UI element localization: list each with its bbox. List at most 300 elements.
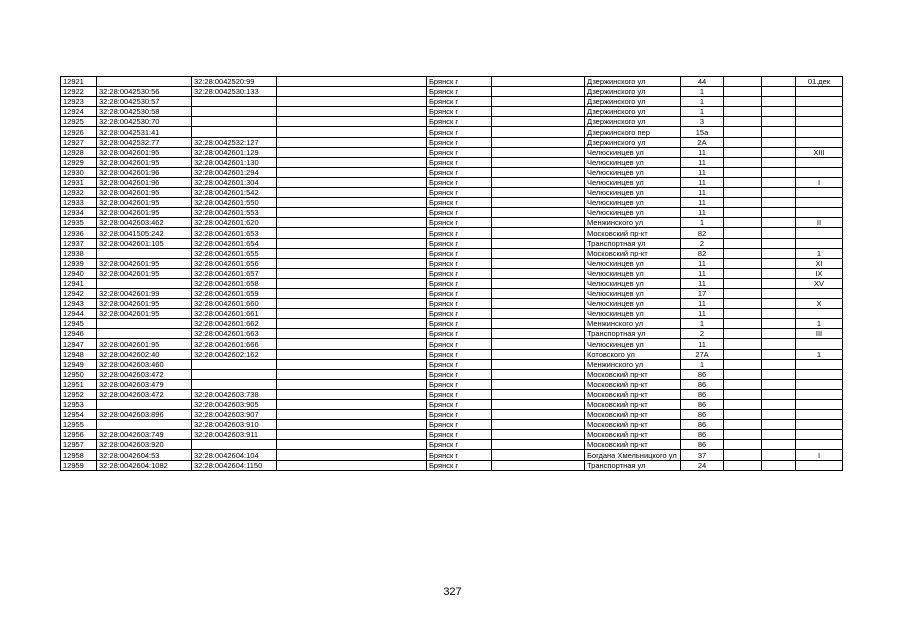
cell-blank-col-4 — [762, 258, 796, 268]
cell-blank-col-4 — [762, 228, 796, 238]
table-row — [61, 319, 843, 329]
cell-record-number: 12953 — [61, 400, 97, 410]
cell-blank-col — [277, 369, 427, 379]
cell-cadastral-number-2: 32:28:0042601:653 — [192, 228, 277, 238]
cell-house-number: 1 — [681, 107, 724, 117]
cell-blank-col-2 — [492, 157, 585, 167]
cell-record-number: 12946 — [61, 329, 97, 339]
cell-record-number: 12936 — [61, 228, 97, 238]
cell-cadastral-number: 32:28:0042601:95 — [97, 258, 192, 268]
cell-city: Брянск г — [427, 420, 492, 430]
cell-record-number: 12930 — [61, 167, 97, 177]
table-row — [61, 198, 843, 208]
cell-street: Московский пр-кт — [585, 389, 681, 399]
cell-street: Дзержинского ул — [585, 107, 681, 117]
cell-cadastral-number-2: 32:28:0042601:657 — [192, 268, 277, 278]
cell-extra-value — [796, 309, 843, 319]
cell-blank-col-4 — [762, 97, 796, 107]
cell-extra-value: II — [796, 218, 843, 228]
cell-blank-col-2 — [492, 460, 585, 470]
cell-blank-col — [277, 188, 427, 198]
table-row — [61, 288, 843, 298]
cell-extra-value — [796, 167, 843, 177]
cell-blank-col-4 — [762, 288, 796, 298]
cell-house-number: 2 — [681, 238, 724, 248]
cell-cadastral-number — [97, 400, 192, 410]
cell-extra-value — [796, 107, 843, 117]
cell-street: Московский пр-кт — [585, 410, 681, 420]
cell-extra-value: IX — [796, 268, 843, 278]
cell-street: Челюскинцев ул — [585, 208, 681, 218]
cell-record-number: 12923 — [61, 97, 97, 107]
cell-blank-col-3 — [724, 177, 762, 187]
cell-blank-col-2 — [492, 147, 585, 157]
cell-street: Челюскинцев ул — [585, 278, 681, 288]
cell-extra-value — [796, 188, 843, 198]
cell-blank-col — [277, 460, 427, 470]
cell-blank-col-3 — [724, 218, 762, 228]
cell-blank-col-2 — [492, 309, 585, 319]
cell-blank-col — [277, 299, 427, 309]
table-row — [61, 440, 843, 450]
table-row — [61, 460, 843, 470]
cell-record-number: 12956 — [61, 430, 97, 440]
cell-city: Брянск г — [427, 167, 492, 177]
table-row — [61, 208, 843, 218]
cell-record-number: 12934 — [61, 208, 97, 218]
cell-blank-col-4 — [762, 319, 796, 329]
cell-blank-col-2 — [492, 288, 585, 298]
cell-extra-value — [796, 238, 843, 248]
cell-cadastral-number-2: 32:28:0042604:104 — [192, 450, 277, 460]
cell-record-number: 12929 — [61, 157, 97, 167]
cell-blank-col — [277, 319, 427, 329]
cell-cadastral-number-2 — [192, 359, 277, 369]
cell-house-number: 86 — [681, 379, 724, 389]
cell-record-number: 12935 — [61, 218, 97, 228]
cell-street: Котовского ул — [585, 349, 681, 359]
cell-record-number: 12958 — [61, 450, 97, 460]
cell-extra-value: 1 — [796, 319, 843, 329]
cell-extra-value: 1 — [796, 349, 843, 359]
cell-record-number: 12944 — [61, 309, 97, 319]
cell-blank-col-2 — [492, 228, 585, 238]
cell-extra-value: III — [796, 329, 843, 339]
cell-blank-col-3 — [724, 460, 762, 470]
table-row — [61, 389, 843, 399]
cell-blank-col — [277, 440, 427, 450]
cell-extra-value: I — [796, 450, 843, 460]
cell-blank-col-4 — [762, 329, 796, 339]
cell-street: Транспортная ул — [585, 238, 681, 248]
cell-extra-value — [796, 87, 843, 97]
cell-street: Челюскинцев ул — [585, 339, 681, 349]
cell-street: Богдана Хмельницкого ул — [585, 450, 681, 460]
cell-blank-col-4 — [762, 278, 796, 288]
cell-extra-value — [796, 410, 843, 420]
cell-blank-col-3 — [724, 359, 762, 369]
cell-blank-col-3 — [724, 450, 762, 460]
cell-house-number: 86 — [681, 420, 724, 430]
cell-cadastral-number: 32:28:0042603:749 — [97, 430, 192, 440]
cell-street: Челюскинцев ул — [585, 288, 681, 298]
cell-blank-col-4 — [762, 188, 796, 198]
cell-cadastral-number-2: 32:28:0042601:553 — [192, 208, 277, 218]
cell-blank-col-2 — [492, 248, 585, 258]
cell-cadastral-number-2: 32:28:0042601:304 — [192, 177, 277, 187]
table-row — [61, 420, 843, 430]
cell-city: Брянск г — [427, 177, 492, 187]
cell-blank-col — [277, 77, 427, 87]
cell-house-number: 11 — [681, 299, 724, 309]
cell-blank-col-3 — [724, 400, 762, 410]
cell-blank-col — [277, 410, 427, 420]
cell-cadastral-number-2 — [192, 369, 277, 379]
cell-blank-col-4 — [762, 117, 796, 127]
cell-street: Московский пр-кт — [585, 400, 681, 410]
cell-record-number: 12959 — [61, 460, 97, 470]
cell-blank-col — [277, 127, 427, 137]
cell-house-number: 11 — [681, 177, 724, 187]
cell-blank-col-2 — [492, 258, 585, 268]
cell-cadastral-number — [97, 77, 192, 87]
cell-street: Челюскинцев ул — [585, 167, 681, 177]
cell-blank-col-4 — [762, 410, 796, 420]
cell-house-number: 1 — [681, 97, 724, 107]
cell-cadastral-number: 32:28:0042601:95 — [97, 299, 192, 309]
cell-cadastral-number — [97, 248, 192, 258]
table-row — [61, 369, 843, 379]
cell-city: Брянск г — [427, 400, 492, 410]
cell-city: Брянск г — [427, 188, 492, 198]
cell-blank-col-3 — [724, 278, 762, 288]
cell-extra-value — [796, 389, 843, 399]
cell-blank-col-2 — [492, 410, 585, 420]
cell-city: Брянск г — [427, 430, 492, 440]
cell-blank-col-4 — [762, 379, 796, 389]
cell-house-number: 11 — [681, 258, 724, 268]
cell-house-number: 82 — [681, 248, 724, 258]
cell-blank-col — [277, 147, 427, 157]
cell-record-number: 12921 — [61, 77, 97, 87]
cell-blank-col-3 — [724, 137, 762, 147]
cell-blank-col — [277, 137, 427, 147]
cell-house-number: 11 — [681, 198, 724, 208]
cell-extra-value — [796, 379, 843, 389]
cell-cadastral-number: 32:28:0042604:53 — [97, 450, 192, 460]
cell-cadastral-number-2 — [192, 117, 277, 127]
cell-city: Брянск г — [427, 137, 492, 147]
cell-blank-col-2 — [492, 319, 585, 329]
cell-city: Брянск г — [427, 248, 492, 258]
cell-city: Брянск г — [427, 147, 492, 157]
cell-cadastral-number: 32:28:0042601:95 — [97, 339, 192, 349]
cell-blank-col-3 — [724, 299, 762, 309]
cell-house-number: 86 — [681, 369, 724, 379]
cell-house-number: 27А — [681, 349, 724, 359]
cell-blank-col-2 — [492, 218, 585, 228]
cell-blank-col-4 — [762, 238, 796, 248]
cell-blank-col — [277, 379, 427, 389]
cell-blank-col-4 — [762, 167, 796, 177]
cell-cadastral-number-2: 32:28:0042601:660 — [192, 299, 277, 309]
cell-blank-col-2 — [492, 430, 585, 440]
cell-cadastral-number-2: 32:28:0042601:294 — [192, 167, 277, 177]
cell-cadastral-number-2: 32:28:0042601:658 — [192, 278, 277, 288]
cell-blank-col — [277, 238, 427, 248]
cell-blank-col-4 — [762, 359, 796, 369]
cell-blank-col-4 — [762, 299, 796, 309]
cell-city: Брянск г — [427, 379, 492, 389]
cell-extra-value: XI — [796, 258, 843, 268]
table-row — [61, 107, 843, 117]
cell-blank-col — [277, 107, 427, 117]
cell-street: Дзержинского пер — [585, 127, 681, 137]
table-row — [61, 349, 843, 359]
table-row — [61, 248, 843, 258]
cell-city: Брянск г — [427, 107, 492, 117]
cell-blank-col — [277, 278, 427, 288]
cell-blank-col-4 — [762, 420, 796, 430]
cell-city: Брянск г — [427, 339, 492, 349]
cell-extra-value — [796, 420, 843, 430]
cell-street: Челюскинцев ул — [585, 177, 681, 187]
cell-blank-col-2 — [492, 440, 585, 450]
cell-cadastral-number-2 — [192, 97, 277, 107]
cell-blank-col-4 — [762, 268, 796, 278]
cell-house-number: 11 — [681, 147, 724, 157]
cell-blank-col-2 — [492, 339, 585, 349]
cell-cadastral-number — [97, 319, 192, 329]
cell-cadastral-number: 32:28:0042601:95 — [97, 198, 192, 208]
cell-record-number: 12939 — [61, 258, 97, 268]
cell-blank-col — [277, 198, 427, 208]
cell-blank-col-2 — [492, 369, 585, 379]
cell-blank-col-2 — [492, 137, 585, 147]
cell-blank-col-3 — [724, 349, 762, 359]
cell-cadastral-number-2 — [192, 379, 277, 389]
cell-extra-value: XV — [796, 278, 843, 288]
cell-record-number: 12947 — [61, 339, 97, 349]
cell-blank-col-2 — [492, 177, 585, 187]
table-row — [61, 238, 843, 248]
cell-city: Брянск г — [427, 238, 492, 248]
cell-blank-col-4 — [762, 208, 796, 218]
cell-city: Брянск г — [427, 127, 492, 137]
cell-blank-col — [277, 339, 427, 349]
cell-blank-col-4 — [762, 248, 796, 258]
cell-extra-value: I — [796, 177, 843, 187]
cell-extra-value — [796, 440, 843, 450]
cell-city: Брянск г — [427, 87, 492, 97]
cell-extra-value — [796, 359, 843, 369]
cell-blank-col — [277, 248, 427, 258]
cell-house-number: 17 — [681, 288, 724, 298]
cell-city: Брянск г — [427, 389, 492, 399]
cell-record-number: 12954 — [61, 410, 97, 420]
cell-street: Транспортная ул — [585, 460, 681, 470]
cell-extra-value: XIII — [796, 147, 843, 157]
cell-cadastral-number-2: 32:28:0042601:130 — [192, 157, 277, 167]
cell-record-number: 12925 — [61, 117, 97, 127]
cell-blank-col — [277, 218, 427, 228]
cell-cadastral-number: 32:28:0042604:1082 — [97, 460, 192, 470]
table-row — [61, 167, 843, 177]
table-row — [61, 329, 843, 339]
cell-street: Челюскинцев ул — [585, 299, 681, 309]
cell-blank-col-3 — [724, 157, 762, 167]
cell-blank-col-3 — [724, 389, 762, 399]
cell-blank-col-4 — [762, 460, 796, 470]
cell-record-number: 12926 — [61, 127, 97, 137]
cell-street: Дзержинского ул — [585, 137, 681, 147]
cell-street: Московский пр-кт — [585, 440, 681, 450]
cell-record-number: 12949 — [61, 359, 97, 369]
cell-cadastral-number: 32:28:0042603:472 — [97, 369, 192, 379]
cell-blank-col-4 — [762, 157, 796, 167]
cell-record-number: 12945 — [61, 319, 97, 329]
cell-blank-col — [277, 228, 427, 238]
cell-record-number: 12948 — [61, 349, 97, 359]
cell-cadastral-number-2: 32:28:0042601:655 — [192, 248, 277, 258]
cell-blank-col-3 — [724, 410, 762, 420]
cell-house-number: 86 — [681, 410, 724, 420]
cell-record-number: 12933 — [61, 198, 97, 208]
cell-cadastral-number — [97, 420, 192, 430]
cell-record-number: 12928 — [61, 147, 97, 157]
cell-cadastral-number: 32:28:0042601:95 — [97, 268, 192, 278]
cell-cadastral-number-2: 32:28:0042601:663 — [192, 329, 277, 339]
table-row — [61, 339, 843, 349]
cell-street: Дзержинского ул — [585, 117, 681, 127]
cell-city: Брянск г — [427, 440, 492, 450]
cell-extra-value — [796, 288, 843, 298]
cell-blank-col-4 — [762, 369, 796, 379]
cell-extra-value — [796, 157, 843, 167]
cell-blank-col-2 — [492, 127, 585, 137]
cell-street: Дзержинского ул — [585, 87, 681, 97]
cell-blank-col — [277, 268, 427, 278]
cell-house-number: 1 — [681, 359, 724, 369]
table-row — [61, 359, 843, 369]
cell-extra-value — [796, 339, 843, 349]
cell-cadastral-number: 32:28:0042601:99 — [97, 288, 192, 298]
cell-street: Менжинского ул — [585, 319, 681, 329]
cell-cadastral-number: 32:28:0042603:479 — [97, 379, 192, 389]
cell-city: Брянск г — [427, 228, 492, 238]
cell-blank-col-3 — [724, 97, 762, 107]
cell-city: Брянск г — [427, 349, 492, 359]
table-row — [61, 450, 843, 460]
cell-blank-col-2 — [492, 450, 585, 460]
table-row — [61, 379, 843, 389]
cell-city: Брянск г — [427, 117, 492, 127]
cell-blank-col-3 — [724, 198, 762, 208]
cell-blank-col-2 — [492, 349, 585, 359]
cell-house-number: 2 — [681, 329, 724, 339]
cell-street: Челюскинцев ул — [585, 198, 681, 208]
cell-record-number: 12942 — [61, 288, 97, 298]
cell-cadastral-number: 32:28:0042530:57 — [97, 97, 192, 107]
cell-cadastral-number: 32:28:0042601:105 — [97, 238, 192, 248]
table-row — [61, 117, 843, 127]
cell-street: Московский пр-кт — [585, 228, 681, 238]
cell-record-number: 12941 — [61, 278, 97, 288]
cell-street: Московский пр-кт — [585, 430, 681, 440]
cell-extra-value — [796, 97, 843, 107]
cell-house-number: 11 — [681, 167, 724, 177]
cell-blank-col-2 — [492, 400, 585, 410]
cell-blank-col-4 — [762, 309, 796, 319]
cell-blank-col-3 — [724, 107, 762, 117]
cell-city: Брянск г — [427, 198, 492, 208]
cell-record-number: 12950 — [61, 369, 97, 379]
table-row — [61, 97, 843, 107]
cell-blank-col-2 — [492, 420, 585, 430]
cell-cadastral-number-2: 32:28:0042601:542 — [192, 188, 277, 198]
cell-city: Брянск г — [427, 460, 492, 470]
cell-house-number: 15а — [681, 127, 724, 137]
cell-cadastral-number-2: 32:28:0042530:133 — [192, 87, 277, 97]
cell-blank-col-2 — [492, 117, 585, 127]
cell-blank-col-3 — [724, 147, 762, 157]
cell-house-number: 3 — [681, 117, 724, 127]
cell-blank-col-3 — [724, 430, 762, 440]
cell-blank-col — [277, 420, 427, 430]
cell-street: Челюскинцев ул — [585, 147, 681, 157]
cell-blank-col-4 — [762, 400, 796, 410]
cell-street: Московский пр-кт — [585, 379, 681, 389]
cell-street: Менжинского ул — [585, 359, 681, 369]
cell-blank-col — [277, 359, 427, 369]
cell-blank-col — [277, 329, 427, 339]
table-row — [61, 309, 843, 319]
table-row — [61, 77, 843, 87]
cell-city: Брянск г — [427, 97, 492, 107]
cell-blank-col — [277, 177, 427, 187]
cell-extra-value — [796, 430, 843, 440]
cell-blank-col-2 — [492, 198, 585, 208]
cell-blank-col-2 — [492, 278, 585, 288]
cell-city: Брянск г — [427, 299, 492, 309]
cell-cadastral-number: 32:28:0042531:41 — [97, 127, 192, 137]
cell-cadastral-number: 32:28:0042603:472 — [97, 389, 192, 399]
cell-blank-col-4 — [762, 198, 796, 208]
cell-cadastral-number: 32:28:0042601:96 — [97, 167, 192, 177]
cell-extra-value: 01.дек — [796, 77, 843, 87]
cell-blank-col — [277, 117, 427, 127]
table-row — [61, 137, 843, 147]
cell-record-number: 12938 — [61, 248, 97, 258]
cell-street: Московский пр-кт — [585, 248, 681, 258]
cell-cadastral-number-2: 32:28:0042520:99 — [192, 77, 277, 87]
cell-blank-col-4 — [762, 430, 796, 440]
cell-blank-col-3 — [724, 238, 762, 248]
cell-street: Дзержинского ул — [585, 97, 681, 107]
cell-cadastral-number-2: 32:28:0042603:738 — [192, 389, 277, 399]
cell-cadastral-number-2: 32:28:0042603:905 — [192, 400, 277, 410]
cell-cadastral-number-2: 32:28:0042603:911 — [192, 430, 277, 440]
page-number: 327 — [443, 586, 462, 598]
cell-cadastral-number-2: 32:28:0042603:907 — [192, 410, 277, 420]
cell-blank-col-2 — [492, 299, 585, 309]
cell-blank-col — [277, 430, 427, 440]
cell-blank-col-3 — [724, 117, 762, 127]
cell-house-number: 1 — [681, 87, 724, 97]
table-row — [61, 430, 843, 440]
cell-city: Брянск г — [427, 258, 492, 268]
cell-house-number: 11 — [681, 278, 724, 288]
